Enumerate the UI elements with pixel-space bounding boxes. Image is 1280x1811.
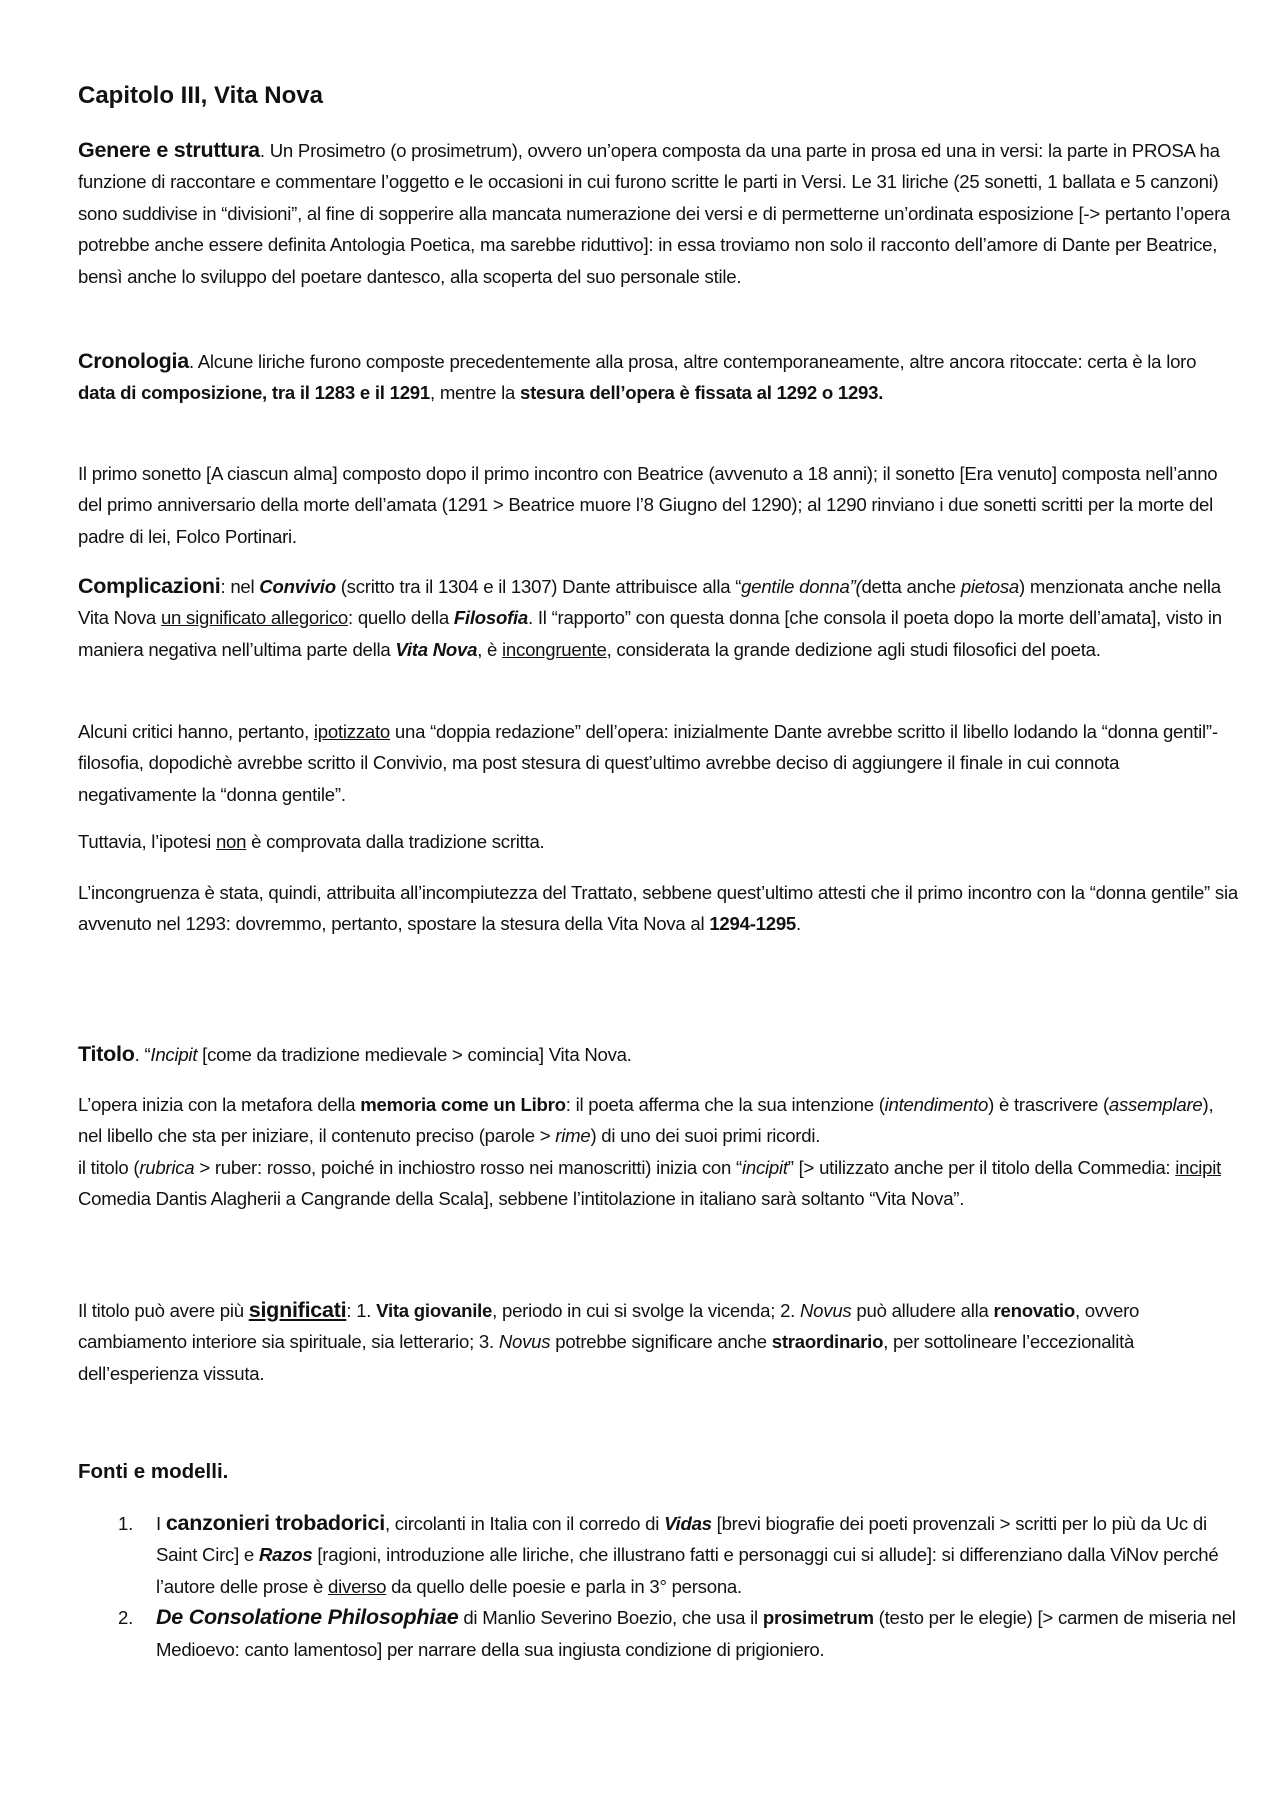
bold-text: Razos — [258, 1544, 313, 1566]
text-run: , circolanti in Italia con il corredo di — [384, 1513, 665, 1534]
inline-heading: Complicazioni — [78, 574, 221, 598]
italic-text: Incipit — [150, 1044, 198, 1065]
inline-heading: Cronologia — [78, 349, 189, 373]
text-run: Alcuni critici hanno, pertanto, — [78, 721, 314, 742]
text-run: : 1. — [346, 1300, 377, 1321]
text-run: ) menzionata anche nella Vita Nova — [78, 576, 1221, 629]
list-item — [118, 1602, 1238, 1665]
text-run: ” [> utilizzato anche per il titolo della Commedia: — [787, 1156, 1176, 1178]
bold-text: Vita giovanile — [376, 1300, 493, 1321]
text-run: [ragioni, introduzione alle liriche, che illustrano fatti e personaggi cui si allude]: si differenziano dalla ViNov perché l’autore delle prose è — [156, 1544, 1219, 1597]
text-run: Il primo sonetto [A ciascun alma] composto dopo il primo incontro con Beatrice (avvenuto a 18 anni); il sonetto [Era venuto] composta nell’anno del primo anniversario della morte dell’amata (1291 > Beatrice muore l’8 Giugno del 1290); al 1290 rinviano i due sonetti scritti per la morte del padre di lei, Folco Portinari. — [78, 463, 1218, 547]
paragraph-genere — [78, 135, 1238, 292]
italic-text: Novus — [498, 1331, 551, 1353]
text-run: , per sottolineare l’eccezionalità dell’esperienza vissuta. — [78, 1331, 1135, 1384]
bold-text: stesura dell’opera è fissata al 1292 o 1293. — [520, 382, 884, 404]
list-number: 1. — [118, 1513, 134, 1534]
text-run: : quello della — [348, 607, 454, 629]
italic-text: incipit — [741, 1156, 788, 1178]
text-run: è comprovata dalla tradizione scritta. — [246, 831, 545, 852]
paragraph-primo-sonetto — [78, 458, 1238, 552]
text-run: > ruber: rosso, poiché in inchiostro rosso nei manoscritti) inizia con “ — [194, 1156, 742, 1178]
bold-text: 1294-1295 — [709, 913, 796, 935]
page-title: Capitolo III, Vita Nova — [78, 82, 323, 109]
text-run: (scritto tra il 1304 e il 1307) Dante attribuisce alla “ — [335, 576, 742, 597]
text-run: , è — [477, 638, 503, 660]
list-item-text — [156, 1513, 1218, 1597]
text-run: : nel — [220, 576, 260, 597]
list-item — [118, 1508, 1238, 1602]
paragraph-incongruenza — [78, 877, 1238, 940]
text-run: potrebbe significare anche — [550, 1331, 772, 1353]
list-item-text — [156, 1607, 1236, 1659]
fonti-list — [118, 1508, 1238, 1665]
italic-text: rubrica — [139, 1156, 195, 1178]
text-run: [come da tradizione medievale > comincia] Vita Nova. — [197, 1044, 632, 1065]
bold-text: prosimetrum — [762, 1607, 874, 1629]
text-run: da quello delle poesie e parla in 3° persona. — [386, 1575, 742, 1597]
italic-text: Novus — [800, 1300, 852, 1321]
text-run: detta anche — [861, 576, 961, 597]
text-run: . Il “rapporto” con questa donna [che consola il poeta dopo la morte dell’amata], visto in maniera negativa nell’ultima parte della — [78, 607, 1222, 660]
text-run: (testo per le elegie) [> carmen de miseria nel Medioevo: canto lamentoso] per narrare della sua ingiusta condizione di prigioniero. — [156, 1607, 1236, 1660]
italic-text: pietosa — [960, 576, 1020, 597]
text-run: , mentre la — [429, 382, 520, 404]
underlined-text: ipotizzato — [313, 721, 390, 742]
text-run: [brevi biografie dei poeti provenzali > scritti per lo più da Uc di Saint Circ] e — [156, 1513, 1207, 1566]
paragraph-alcuni-critici — [78, 716, 1238, 810]
bold-text: data di composizione, tra il 1283 e il 1291 — [78, 382, 430, 404]
text-run: , considerata la grande dedizione agli studi filosofici del poeta. — [606, 638, 1101, 660]
paragraph-cronologia — [78, 346, 1238, 409]
bold-text: Filosofia — [453, 607, 529, 629]
underlined-text: diverso — [328, 1575, 387, 1597]
underlined-text: un significato allegorico — [160, 607, 348, 629]
text-run: ) è trascrivere ( — [988, 1094, 1109, 1115]
underlined-text: non — [215, 831, 247, 852]
text-run: può alludere alla — [851, 1300, 994, 1321]
text-run: I — [156, 1513, 166, 1534]
text-run: una “doppia redazione” dell’opera: inizialmente Dante avrebbe scritto il libello lodando la “donna gentil”-filosofia, dopodichè avrebbe scritto il Convivio, ma post stesura di quest’ultimo avrebbe deciso di aggiungere il finale in cui connota negativamente la “donna gentile”. — [78, 721, 1218, 805]
bold-text: straordinario — [771, 1331, 884, 1353]
text-run: L’incongruenza è stata, quindi, attribuita all’incompiutezza del Trattato, sebbene quest’ultimo attesti che il primo incontro con la “donna gentile” sia avvenuto nel 1293: dovremmo, pertanto, spostare la stesura della Vita Nova al — [78, 882, 1238, 935]
text-run: ) di uno dei suoi primi ricordi. — [590, 1125, 821, 1147]
inline-heading: De Consolatione Philosophiae — [156, 1605, 459, 1630]
text-run: di Manlio Severino Boezio, che usa il — [458, 1607, 763, 1629]
inline-heading: Genere e struttura — [78, 138, 260, 162]
text-run: Comedia Dantis Alagherii a Cangrande della Scala], sebbene l’intitolazione in italiano sarà soltanto “Vita Nova”. — [78, 1188, 965, 1210]
text-run: Il titolo può avere più — [78, 1300, 249, 1321]
text-run: il titolo ( — [78, 1156, 140, 1178]
text-run: L’opera inizia con la metafora della — [78, 1094, 361, 1115]
text-run: , ovvero cambiamento interiore sia spirituale, sia letterario; 3. — [78, 1300, 1140, 1353]
paragraph-complicazioni — [78, 571, 1238, 665]
underlined-text: incongruente — [502, 638, 607, 660]
list-number: 2. — [118, 1607, 134, 1629]
bold-text: memoria come un Libro — [360, 1094, 566, 1115]
bold-text: renovatio — [993, 1300, 1075, 1321]
paragraph-significati — [78, 1295, 1238, 1389]
bold-text: Convivio — [259, 576, 336, 597]
inline-heading: Titolo — [78, 1042, 135, 1066]
text-run: : il poeta afferma che la sua intenzione ( — [565, 1094, 885, 1115]
inline-heading: significati — [248, 1298, 347, 1322]
text-run: Tuttavia, l’ipotesi — [78, 831, 216, 852]
italic-text: intendimento — [884, 1094, 989, 1115]
paragraph-titolo — [78, 1039, 1238, 1070]
text-run: . “ — [134, 1044, 151, 1065]
section-heading-fonti: Fonti e modelli. — [78, 1460, 229, 1483]
text-run: , periodo in cui si svolge la vicenda; 2. — [492, 1300, 800, 1321]
italic-text: rime — [555, 1125, 591, 1147]
inline-heading: canzonieri trobadorici — [165, 1511, 385, 1535]
text-run: . Alcune liriche furono composte precedentemente alla prosa, altre contemporaneamente, altre ancora ritoccate: certa è la loro — [188, 351, 1197, 372]
italic-text: assemplare — [1108, 1094, 1203, 1115]
paragraph-tuttavia — [78, 826, 1238, 857]
underlined-text: incipit — [1175, 1156, 1222, 1178]
italic-text: gentile donna”( — [741, 576, 862, 597]
text-run: . — [796, 913, 801, 935]
bold-text: Vidas — [664, 1513, 712, 1534]
paragraph-opera-inizia — [78, 1089, 1238, 1215]
text-run: ), nel libello che sta per iniziare, il contenuto preciso (parole > — [78, 1094, 1214, 1147]
text-run: . Un Prosimetro (o prosimetrum), ovvero un’opera composta da una parte in prosa ed una in versi: la parte in PROSA ha funzione di raccontare e commentare l’oggetto e le occasioni in cui furono scritte le parti in Versi. Le 31 liriche (25 sonetti, 1 ballata e 5 canzoni) sono suddivise in “divisioni”, al fine di sopperire alla mancata numerazione dei versi e di permetterne un’ordinata esposizione [-> pertanto l’opera potrebbe anche essere definita Antologia Poetica, ma sarebbe riduttivo]: in essa troviamo non solo il racconto dell’amore di Dante per Beatrice, bensì anche lo sviluppo del poetare dantesco, alla scoperta del suo personale stile. — [78, 140, 1231, 287]
bold-text: Vita Nova — [395, 638, 478, 660]
